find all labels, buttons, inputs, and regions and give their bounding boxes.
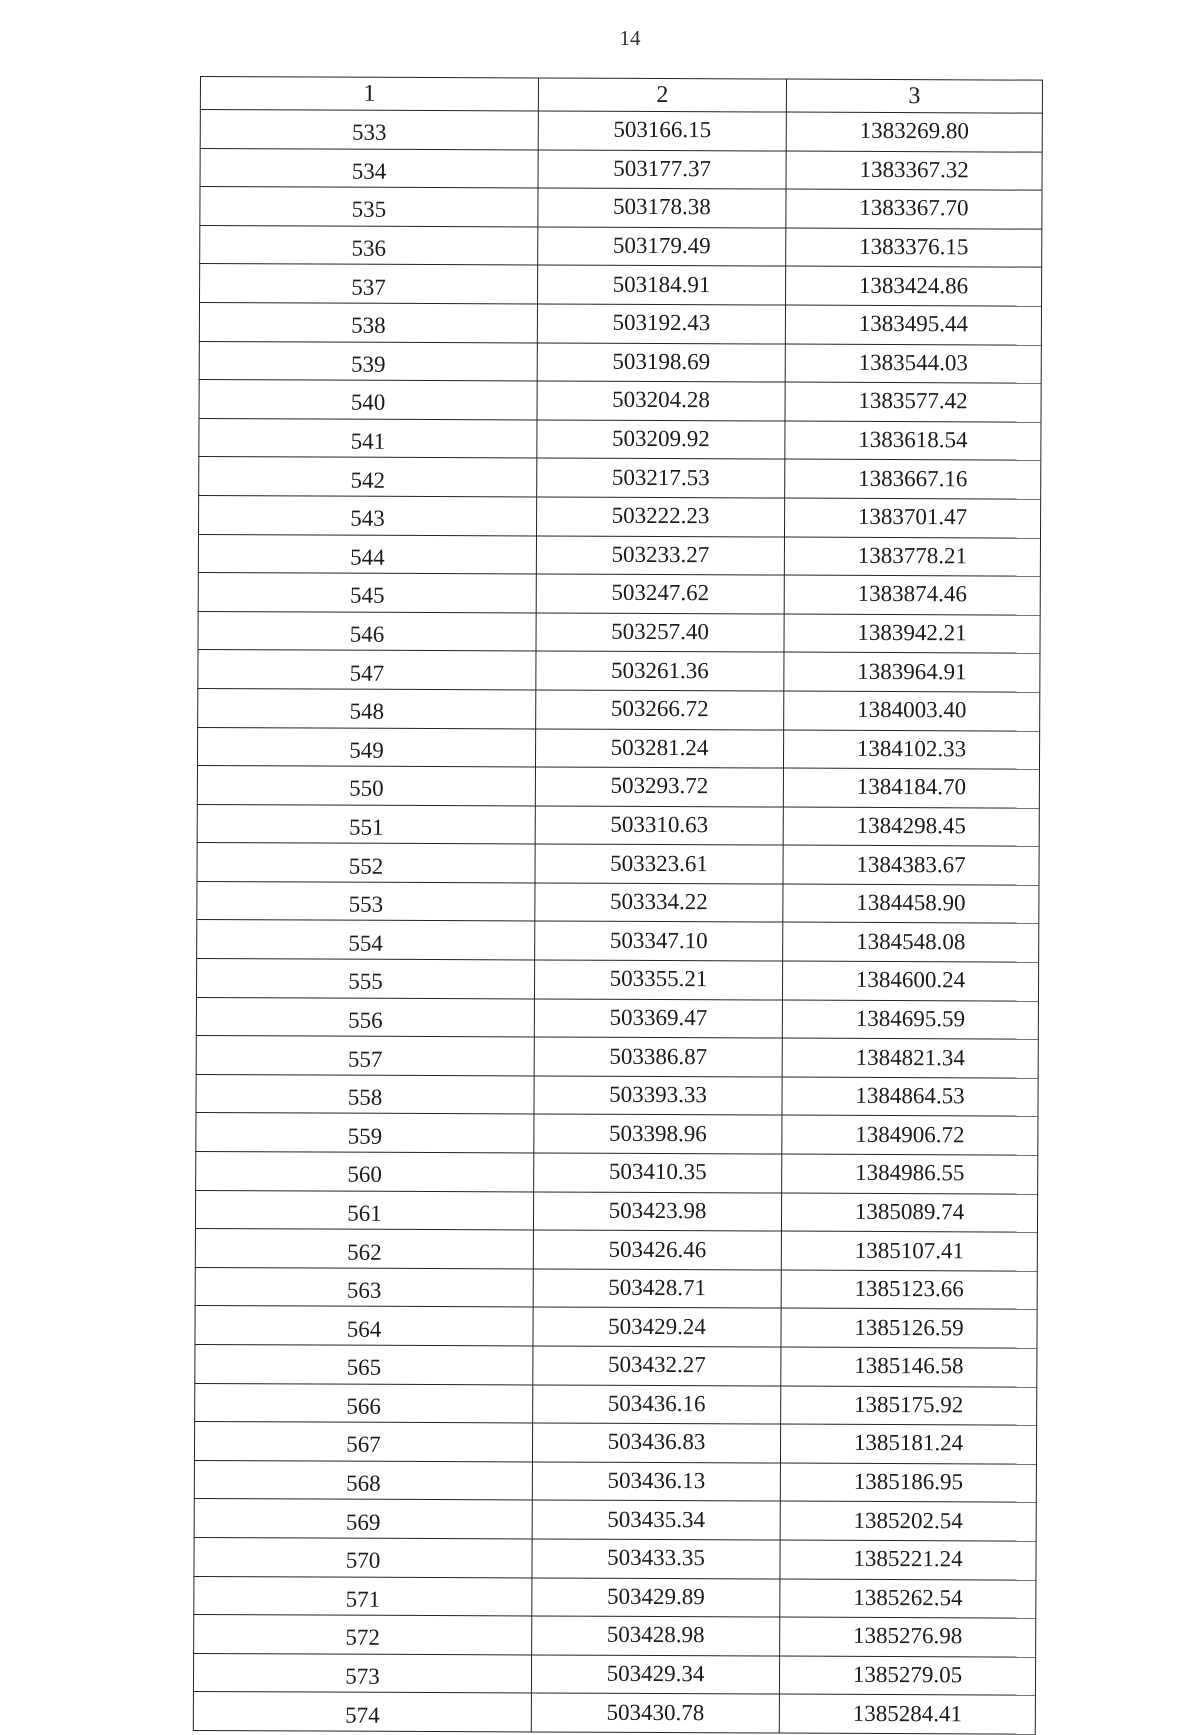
point-number-cell: 560 (196, 1152, 534, 1192)
y-coordinate-cell: 1383269.80 (786, 112, 1042, 152)
x-coordinate-cell: 503334.22 (535, 883, 783, 923)
y-coordinate-cell: 1384184.70 (783, 768, 1039, 808)
y-coordinate-cell: 1385126.59 (781, 1308, 1037, 1348)
table-header-row (200, 77, 1042, 114)
table-row (200, 148, 1042, 190)
table-row (196, 1113, 1038, 1155)
x-coordinate-cell: 503436.83 (532, 1423, 780, 1463)
x-coordinate-cell: 503430.78 (531, 1693, 779, 1733)
point-number-cell: 544 (198, 534, 536, 574)
x-coordinate-cell: 503247.62 (536, 574, 784, 614)
table-row (198, 688, 1040, 730)
x-coordinate-cell: 503178.38 (538, 188, 786, 228)
x-coordinate-cell: 503266.72 (536, 690, 784, 730)
point-number-cell: 558 (196, 1074, 534, 1114)
y-coordinate-cell: 1384102.33 (783, 730, 1039, 770)
y-coordinate-cell: 1384986.55 (782, 1154, 1038, 1194)
table-row (199, 418, 1041, 460)
x-coordinate-cell: 503192.43 (537, 304, 785, 344)
y-coordinate-cell: 1385146.58 (781, 1347, 1037, 1387)
table-row (197, 920, 1039, 962)
point-number-cell: 534 (200, 148, 538, 188)
point-number-cell: 567 (194, 1422, 532, 1462)
x-coordinate-cell: 503423.98 (533, 1192, 781, 1232)
x-coordinate-cell: 503436.16 (533, 1385, 781, 1425)
y-coordinate-cell: 1384548.08 (783, 923, 1039, 963)
point-number-cell: 557 (196, 1036, 534, 1076)
table-row (198, 611, 1040, 653)
y-coordinate-cell: 1383874.46 (784, 575, 1040, 615)
point-number-cell: 572 (194, 1615, 532, 1655)
table-row (197, 766, 1039, 808)
table-row (196, 1036, 1038, 1078)
table-row (196, 1152, 1038, 1194)
y-coordinate-cell: 1383964.91 (784, 652, 1040, 692)
table-row (195, 1383, 1037, 1425)
x-coordinate-cell: 503429.34 (531, 1655, 779, 1695)
x-coordinate-cell: 503310.63 (535, 806, 783, 846)
column-header-1: 1 (200, 77, 538, 111)
table-row (196, 1074, 1038, 1116)
y-coordinate-cell: 1385123.66 (781, 1270, 1037, 1310)
table-row (199, 302, 1041, 344)
table-row (199, 495, 1041, 537)
point-number-cell: 552 (197, 843, 535, 883)
x-coordinate-cell: 503432.27 (533, 1346, 781, 1386)
table-row (197, 843, 1039, 885)
y-coordinate-cell: 1385284.41 (779, 1694, 1035, 1734)
y-coordinate-cell: 1384695.59 (782, 1000, 1038, 1040)
point-number-cell: 538 (199, 302, 537, 342)
x-coordinate-cell: 503233.27 (536, 536, 784, 576)
x-coordinate-cell: 503257.40 (536, 613, 784, 653)
point-number-cell: 536 (200, 225, 538, 265)
point-number-cell: 566 (195, 1383, 533, 1423)
x-coordinate-cell: 503198.69 (537, 343, 785, 383)
point-number-cell: 571 (194, 1576, 532, 1616)
y-coordinate-cell: 1383495.44 (785, 305, 1041, 345)
y-coordinate-cell: 1385262.54 (780, 1579, 1036, 1619)
y-coordinate-cell: 1385175.92 (781, 1386, 1037, 1426)
point-number-cell: 551 (197, 804, 535, 844)
x-coordinate-cell: 503426.46 (533, 1230, 781, 1270)
x-coordinate-cell: 503410.35 (534, 1153, 782, 1193)
y-coordinate-cell: 1383376.15 (786, 228, 1042, 268)
table-row (200, 187, 1042, 229)
y-coordinate-cell: 1383544.03 (785, 344, 1041, 384)
y-coordinate-cell: 1383778.21 (784, 537, 1040, 577)
table-row (195, 1190, 1037, 1232)
point-number-cell: 559 (196, 1113, 534, 1153)
x-coordinate-cell: 503323.61 (535, 844, 783, 884)
x-coordinate-cell: 503204.28 (537, 381, 785, 421)
table-row (196, 997, 1038, 1039)
x-coordinate-cell: 503429.24 (533, 1307, 781, 1347)
table-row (199, 341, 1041, 383)
x-coordinate-cell: 503261.36 (536, 651, 784, 691)
point-number-cell: 556 (196, 997, 534, 1037)
x-coordinate-cell: 503386.87 (534, 1037, 782, 1077)
point-number-cell: 547 (198, 650, 536, 690)
table-row (195, 1229, 1037, 1271)
y-coordinate-cell: 1385107.41 (781, 1231, 1037, 1271)
table-row (194, 1537, 1036, 1579)
x-coordinate-cell: 503166.15 (538, 111, 786, 151)
x-coordinate-cell: 503355.21 (534, 960, 782, 1000)
y-coordinate-cell: 1384864.53 (782, 1077, 1038, 1117)
y-coordinate-cell: 1384003.40 (784, 691, 1040, 731)
point-number-cell: 563 (195, 1267, 533, 1307)
y-coordinate-cell: 1383367.70 (786, 189, 1042, 229)
point-number-cell: 574 (193, 1692, 531, 1732)
y-coordinate-cell: 1384298.45 (783, 807, 1039, 847)
column-header-2: 2 (538, 78, 786, 112)
point-number-cell: 565 (195, 1344, 533, 1384)
table-row (198, 650, 1040, 692)
x-coordinate-cell: 503179.49 (538, 227, 786, 267)
point-number-cell: 546 (198, 611, 536, 651)
point-number-cell: 537 (200, 264, 538, 304)
table-row (193, 1692, 1035, 1734)
point-number-cell: 543 (199, 495, 537, 535)
y-coordinate-cell: 1384821.34 (782, 1038, 1038, 1078)
table-row (197, 881, 1039, 923)
x-coordinate-cell: 503433.35 (532, 1539, 780, 1579)
y-coordinate-cell: 1383942.21 (784, 614, 1040, 654)
y-coordinate-cell: 1385221.24 (780, 1540, 1036, 1580)
point-number-cell: 548 (198, 688, 536, 728)
column-header-3: 3 (786, 79, 1042, 113)
y-coordinate-cell: 1385089.74 (781, 1193, 1037, 1233)
x-coordinate-cell: 503393.33 (534, 1076, 782, 1116)
point-number-cell: 549 (197, 727, 535, 767)
x-coordinate-cell: 503429.89 (532, 1578, 780, 1618)
point-number-cell: 541 (199, 418, 537, 458)
table-row (194, 1499, 1036, 1541)
point-number-cell: 570 (194, 1537, 532, 1577)
table-row (196, 959, 1038, 1001)
table-row (200, 110, 1042, 152)
y-coordinate-cell: 1385202.54 (780, 1501, 1036, 1541)
y-coordinate-cell: 1385279.05 (779, 1656, 1035, 1696)
y-coordinate-cell: 1384906.72 (782, 1115, 1038, 1155)
y-coordinate-cell: 1385181.24 (780, 1424, 1036, 1464)
x-coordinate-cell: 503398.96 (534, 1114, 782, 1154)
point-number-cell: 573 (193, 1653, 531, 1693)
table-row (194, 1615, 1036, 1657)
x-coordinate-cell: 503428.98 (532, 1616, 780, 1656)
point-number-cell: 554 (197, 920, 535, 960)
table-row (197, 727, 1039, 769)
x-coordinate-cell: 503209.92 (537, 420, 785, 460)
y-coordinate-cell: 1385186.95 (780, 1463, 1036, 1503)
table-row (194, 1576, 1036, 1618)
x-coordinate-cell: 503281.24 (535, 728, 783, 768)
x-coordinate-cell: 503436.13 (532, 1462, 780, 1502)
y-coordinate-cell: 1383367.32 (786, 151, 1042, 191)
point-number-cell: 535 (200, 187, 538, 227)
table-row (200, 264, 1042, 306)
table-row (198, 573, 1040, 615)
table-row (197, 804, 1039, 846)
x-coordinate-cell: 503435.34 (532, 1500, 780, 1540)
x-coordinate-cell: 503222.23 (536, 497, 784, 537)
point-number-cell: 539 (199, 341, 537, 381)
table-row (195, 1267, 1037, 1309)
x-coordinate-cell: 503369.47 (534, 999, 782, 1039)
y-coordinate-cell: 1383667.16 (785, 459, 1041, 499)
coordinates-table (193, 76, 1043, 1735)
x-coordinate-cell: 503347.10 (535, 921, 783, 961)
x-coordinate-cell: 503293.72 (535, 767, 783, 807)
page-number: 14 (619, 26, 641, 50)
x-coordinate-cell: 503184.91 (538, 265, 786, 305)
point-number-cell: 550 (197, 766, 535, 806)
point-number-cell: 568 (194, 1460, 532, 1500)
table-row (194, 1422, 1036, 1464)
point-number-cell: 561 (195, 1190, 533, 1230)
table-body (193, 77, 1042, 1735)
table-row (198, 534, 1040, 576)
point-number-cell: 533 (200, 110, 538, 150)
y-coordinate-cell: 1384383.67 (783, 845, 1039, 885)
y-coordinate-cell: 1383618.54 (785, 421, 1041, 461)
table-row (200, 225, 1042, 267)
point-number-cell: 545 (198, 573, 536, 613)
point-number-cell: 562 (195, 1229, 533, 1269)
y-coordinate-cell: 1384600.24 (782, 961, 1038, 1001)
y-coordinate-cell: 1385276.98 (780, 1617, 1036, 1657)
table-row (199, 457, 1041, 499)
point-number-cell: 555 (196, 959, 534, 999)
table-row (194, 1460, 1036, 1502)
y-coordinate-cell: 1383577.42 (785, 382, 1041, 422)
point-number-cell: 540 (199, 380, 537, 420)
table-row (195, 1306, 1037, 1348)
table-row (193, 1653, 1035, 1695)
y-coordinate-cell: 1383424.86 (786, 266, 1042, 306)
x-coordinate-cell: 503177.37 (538, 150, 786, 190)
x-coordinate-cell: 503217.53 (537, 458, 785, 498)
point-number-cell: 542 (199, 457, 537, 497)
y-coordinate-cell: 1383701.47 (784, 498, 1040, 538)
x-coordinate-cell: 503428.71 (533, 1269, 781, 1309)
table-row (195, 1344, 1037, 1386)
point-number-cell: 569 (194, 1499, 532, 1539)
point-number-cell: 553 (197, 881, 535, 921)
y-coordinate-cell: 1384458.90 (783, 884, 1039, 924)
table-row (199, 380, 1041, 422)
point-number-cell: 564 (195, 1306, 533, 1346)
